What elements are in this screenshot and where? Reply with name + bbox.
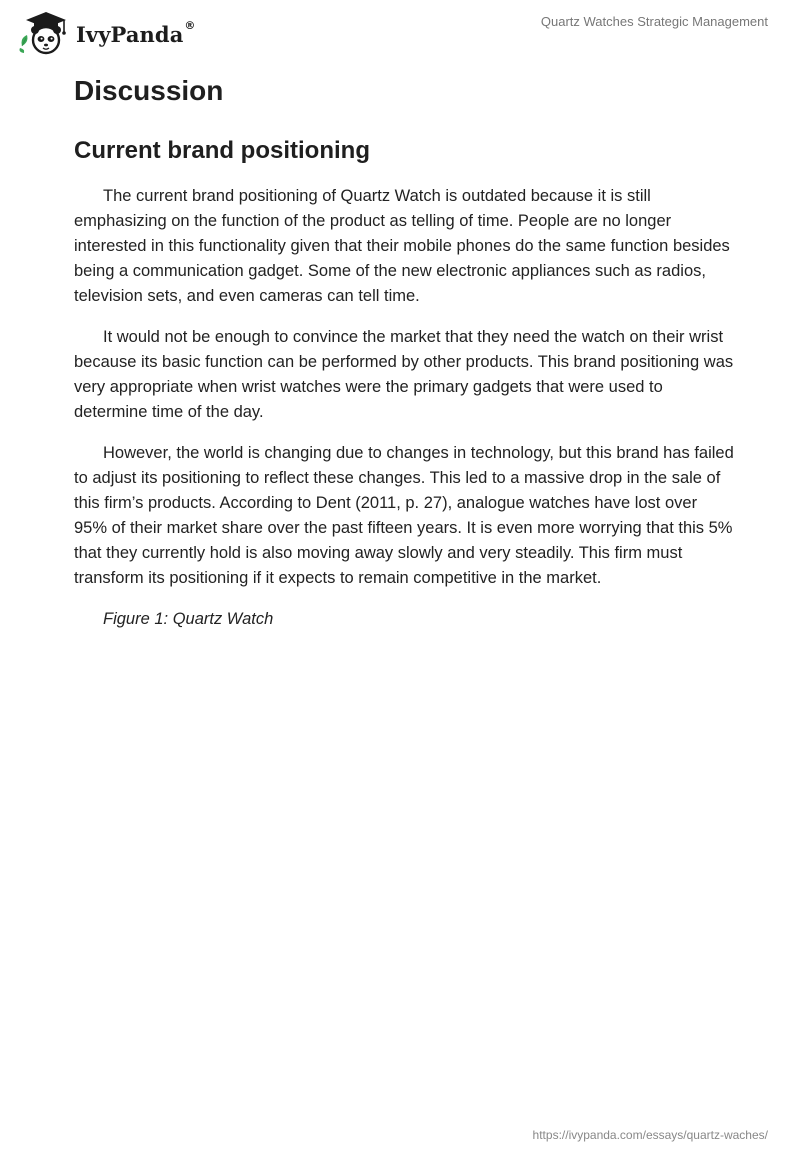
essay-content (74, 72, 734, 631)
subsection-heading: Current brand positioning (74, 137, 370, 164)
source-url-link[interactable]: https://ivypanda.com/essays/quartz-waches/ (532, 1128, 768, 1142)
paragraph-2: It would not be enough to convince the market that they need the watch on their wrist because its basic function can be performed by other products. This brand positioning was very appropriate when wrist watches were the primary gadgets that were used to determine time of the day. (74, 328, 734, 421)
paragraph-1: The current brand positioning of Quartz Watch is outdated because it is still emphasizing on the function of the product as telling of time. People are no longer interested in this functionality given that their mobile phones do the same function besides being a communication gadget. Some of the new electronic appliances such as radios, television sets, and even cameras can tell time. (74, 187, 730, 305)
brand-name: IvyPanda® (76, 18, 196, 47)
registered-mark: ® (184, 18, 196, 32)
page-header (0, 0, 800, 64)
panda-logo-icon (16, 8, 72, 56)
ivypanda-logo[interactable] (16, 8, 196, 56)
document-title: Quartz Watches Strategic Management (540, 14, 768, 29)
figure-caption: Figure 1: Quartz Watch (103, 610, 274, 628)
section-heading: Discussion (74, 75, 224, 106)
paragraph-3: However, the world is changing due to changes in technology, but this brand has failed to adjust its positioning to reflect these changes. This led to a massive drop in the sale of this firm’s products. According to Dent (2011, p. 27), analogue watches have lost over 95% of their market share over the past fifteen years. It is even more worrying that this 5% that they currently hold is also moving away slowly and very steadily. This firm must transform its positioning if it expects to remain competitive in the market. (74, 444, 734, 587)
